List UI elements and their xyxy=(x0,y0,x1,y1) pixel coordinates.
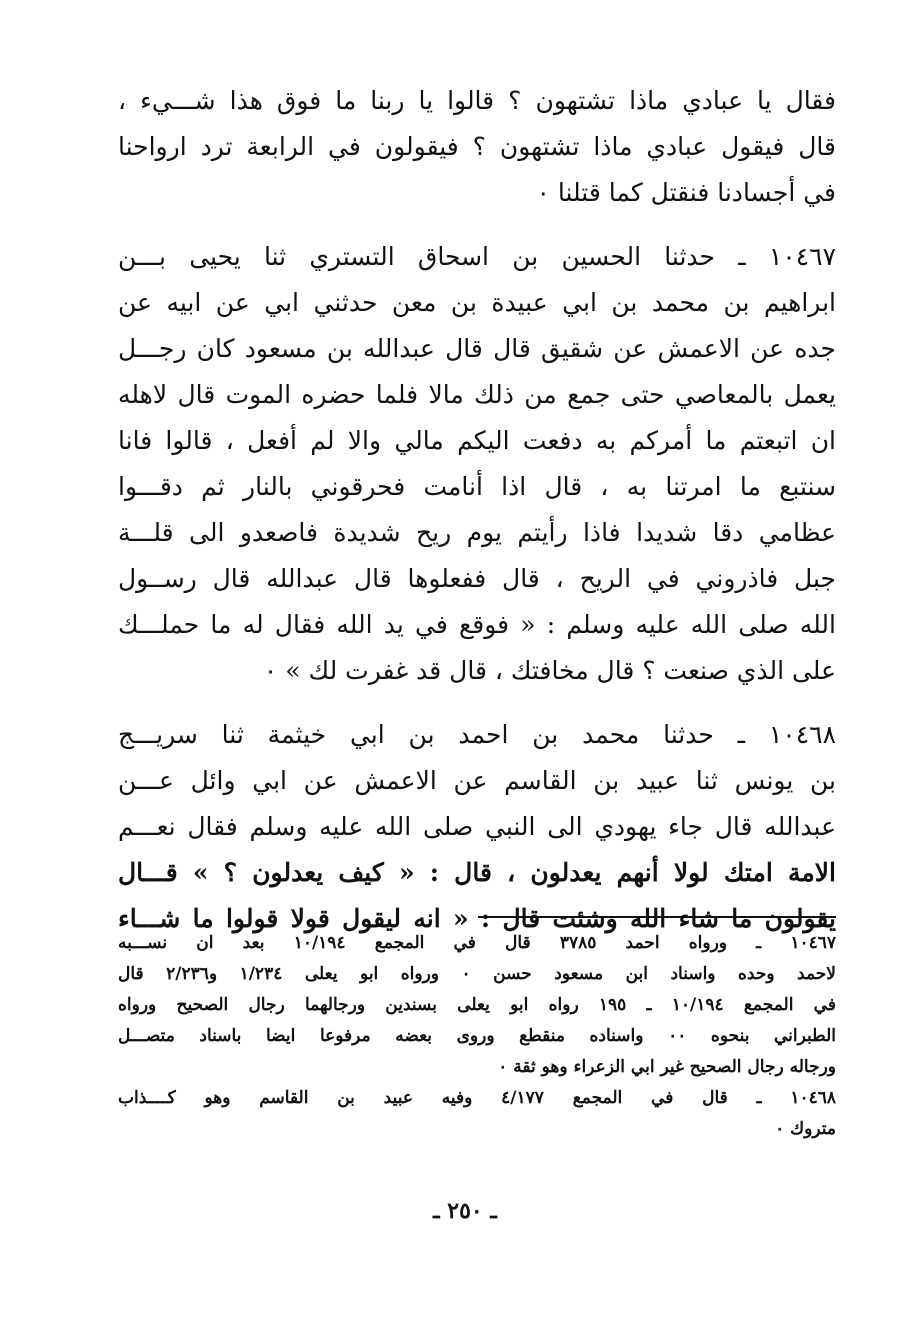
text-line: ان اتبعتم ما أمركم به دفعت اليكم مالي والا لم أفعل ، قالوا فانا xyxy=(118,426,836,455)
text-line: عظامي دقا شديدا فاذا رأيتم يوم ريح شديدة فاصعدو الى قلـــة xyxy=(118,518,836,547)
footnotes xyxy=(118,928,836,1145)
footnote-divider xyxy=(478,916,836,918)
footnote-line: في المجمع ١٠/١٩٤ ـ ١٩٥ رواه ابو يعلى بسندين ورجالهما رجال الصحيح ورواه xyxy=(118,995,836,1015)
text-line: بن يونس ثنا عبيد بن القاسم عن الاعمش عن ابي وائل عـــن xyxy=(118,766,836,795)
text-line: يقولون ما شاء الله وشئت قال : « انه ليقول قولا قولوا ما شـــاء xyxy=(118,904,836,933)
text-line: ١٠٤٦٨ ـ حدثنا محمد بن احمد بن ابي خيثمة ثنا سريـــج xyxy=(118,720,836,749)
footnote-line: ورجاله رجال الصحيح غير ابي الزعراء وهو ثقة ٠ xyxy=(498,1057,836,1077)
paragraph-10467 xyxy=(118,234,836,694)
text-line: عبدالله قال جاء يهودي الى النبي صلى الله عليه وسلم فقال نعـــم xyxy=(118,812,836,841)
text-line: على الذي صنعت ؟ قال مخافتك ، قال قد غفرت لك » ٠ xyxy=(263,656,836,685)
footnote-line: ١٠٤٦٧ ـ ورواه احمد ٣٧٨٥ قال في المجمع ١٠/١٩٤ بعد ان نســـبه xyxy=(118,933,836,953)
footnote-line: الطبراني بنحوه ٠٠ واسناده منقطع وروى بعضه مرفوعا ايضا باسناد متصـــل xyxy=(118,1026,836,1046)
text-line: سنتبع ما امرتنا به ، قال اذا أنامت فحرقوني بالنار ثم دقـــوا xyxy=(118,472,836,501)
text-line: الله صلى الله عليه وسلم : « فوقع في يد الله فقال له ما حملـــك xyxy=(118,610,836,639)
text-line: ابراهيم بن محمد بن ابي عبيدة بن معن حدثني ابي عن ابيه عن xyxy=(118,288,836,317)
main-text xyxy=(118,78,836,942)
text-line: يعمل بالمعاصي حتى جمع من ذلك مالا فلما حضره الموت قال لاهله xyxy=(118,380,836,409)
footnote-10468 xyxy=(118,1083,836,1145)
text-line: في أجسادنا فنقتل كما قتلنا ٠ xyxy=(536,178,836,207)
text-line: ١٠٤٦٧ ـ حدثنا الحسين بن اسحاق التستري ثنا يحيى بـــن xyxy=(118,242,836,271)
text-line: جده عن الاعمش عن شقيق قال قال عبدالله بن مسعود كان رجـــل xyxy=(118,334,836,363)
footnote-10467 xyxy=(118,928,836,1083)
page-number: ـ ٢٥٠ ـ xyxy=(433,1198,497,1224)
footnote-line: لاحمد وحده واسناد ابن مسعود حسن ٠ ورواه ابو يعلى ١/٢٣٤ و٢/٢٣٦ قال xyxy=(118,964,836,984)
paragraph-1 xyxy=(118,78,836,216)
footnote-line: ١٠٤٦٨ ـ قال في المجمع ٤/١٧٧ وفيه عبيد بن القاسم وهو كــــذاب xyxy=(118,1088,836,1108)
text-line: فقال يا عبادي ماذا تشتهون ؟ قالوا يا ربنا ما فوق هذا شـــيء ، xyxy=(118,86,836,115)
text-line: الامة امتك لولا أنهم يعدلون ، قال : « كيف يعدلون ؟ » قـــال xyxy=(118,858,836,887)
text-line: قال فيقول عبادي ماذا تشتهون ؟ فيقولون في الرابعة ترد ارواحنا xyxy=(118,132,836,161)
paragraph-10468 xyxy=(118,712,836,942)
footnote-line: متروك ٠ xyxy=(775,1119,836,1139)
text-line: جبل فاذروني في الريح ، قال ففعلوها قال عبدالله قال رســول xyxy=(118,564,836,593)
